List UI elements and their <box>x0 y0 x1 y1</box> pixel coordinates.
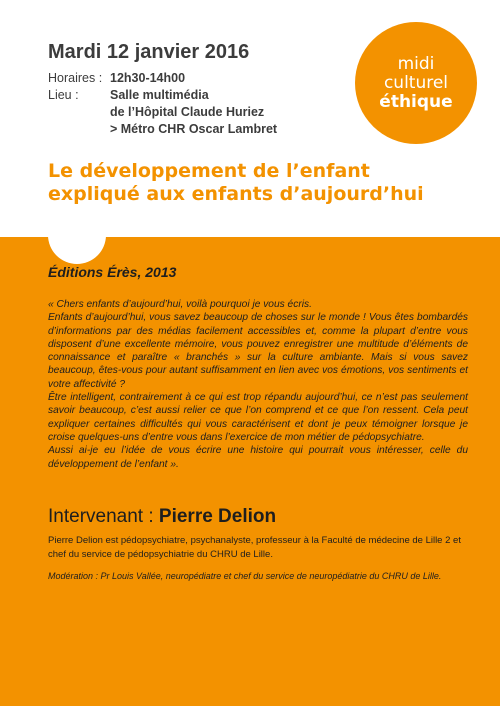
title-line1: Le développement de l’enfant <box>48 160 370 182</box>
quote-paragraph: Aussi ai-je eu l’idée de vous écrire une histoire qui pourrait vous intéresser, celle du développement de l’enfant ». <box>48 445 468 470</box>
decorative-circle <box>48 206 106 264</box>
lecture-title <box>48 160 424 206</box>
schedule-label: Horaires : <box>48 71 103 85</box>
place-line3: > Métro CHR Oscar Lambret <box>110 122 278 136</box>
title-line2: expliqué aux enfants d’aujourd’hui <box>48 183 424 205</box>
publisher: Éditions Érès, 2013 <box>48 264 177 280</box>
speaker-label: Intervenant : <box>48 506 154 527</box>
event-date: Mardi 12 janvier 2016 <box>48 41 250 63</box>
speaker-bio: Pierre Delion est pédopsychiatre, psychanalyste, professeur à la Faculté de médecine de Lille 2 et chef du service de pédopsychiatrie du CHRU de Lille. <box>48 535 461 560</box>
badge-line1: midi <box>397 53 435 74</box>
badge-line3: éthique <box>379 91 453 112</box>
place-row-2 <box>48 104 277 121</box>
place-label: Lieu : <box>48 88 79 102</box>
place-row <box>48 87 277 104</box>
event-info <box>48 70 277 138</box>
badge-line2: culturel <box>383 72 449 93</box>
quote-paragraph: Être intelligent, contrairement à ce qui est trop répandu aujourd’hui, ce n’est pas seulement savoir beaucoup, c’est aussi relier ce que l’on comprend et ce que l’on ressent. Cela peut expliquer certaines difficultés qui vous caractérisent et dont je peux témoigner lorsque je croise quelques-uns d’entre vous dans l’exercice de mon métier de pédopsychiatre. <box>48 392 468 443</box>
place-line1: Salle multimédia <box>110 88 209 102</box>
speaker-heading <box>48 506 276 528</box>
quote-paragraph: Enfants d’aujourd’hui, vous savez beaucoup de choses sur le monde ! Vous êtes bombardés d’informations par des médias facilement accessibles et, comme la plupart d’entre vous disposent d’une excellente mémoire, vous pouvez enregistrer une multitude d’éléments de connaissance et paraître « branchés » sur la culture ambiante. Mais si vous savez beaucoup, êtes-vous pour autant suffisamment en lien avec vos émotions, vos sentiments et votre affectivité ? <box>48 312 468 390</box>
event-badge <box>355 22 477 144</box>
schedule-value: 12h30-14h00 <box>110 71 186 85</box>
speaker-name: Pierre Delion <box>158 506 277 527</box>
place-line2: de l’Hôpital Claude Huriez <box>110 105 265 119</box>
schedule-row <box>48 70 277 87</box>
quote-paragraph: « Chers enfants d’aujourd’hui, voilà pourquoi je vous écris. <box>48 299 312 310</box>
place-row-3 <box>48 121 277 138</box>
moderation: Modération : Pr Louis Vallée, neuropédiatre et chef du service de neuropédiatrie du CHRU de Lille. <box>48 571 442 581</box>
book-quote <box>48 298 468 471</box>
